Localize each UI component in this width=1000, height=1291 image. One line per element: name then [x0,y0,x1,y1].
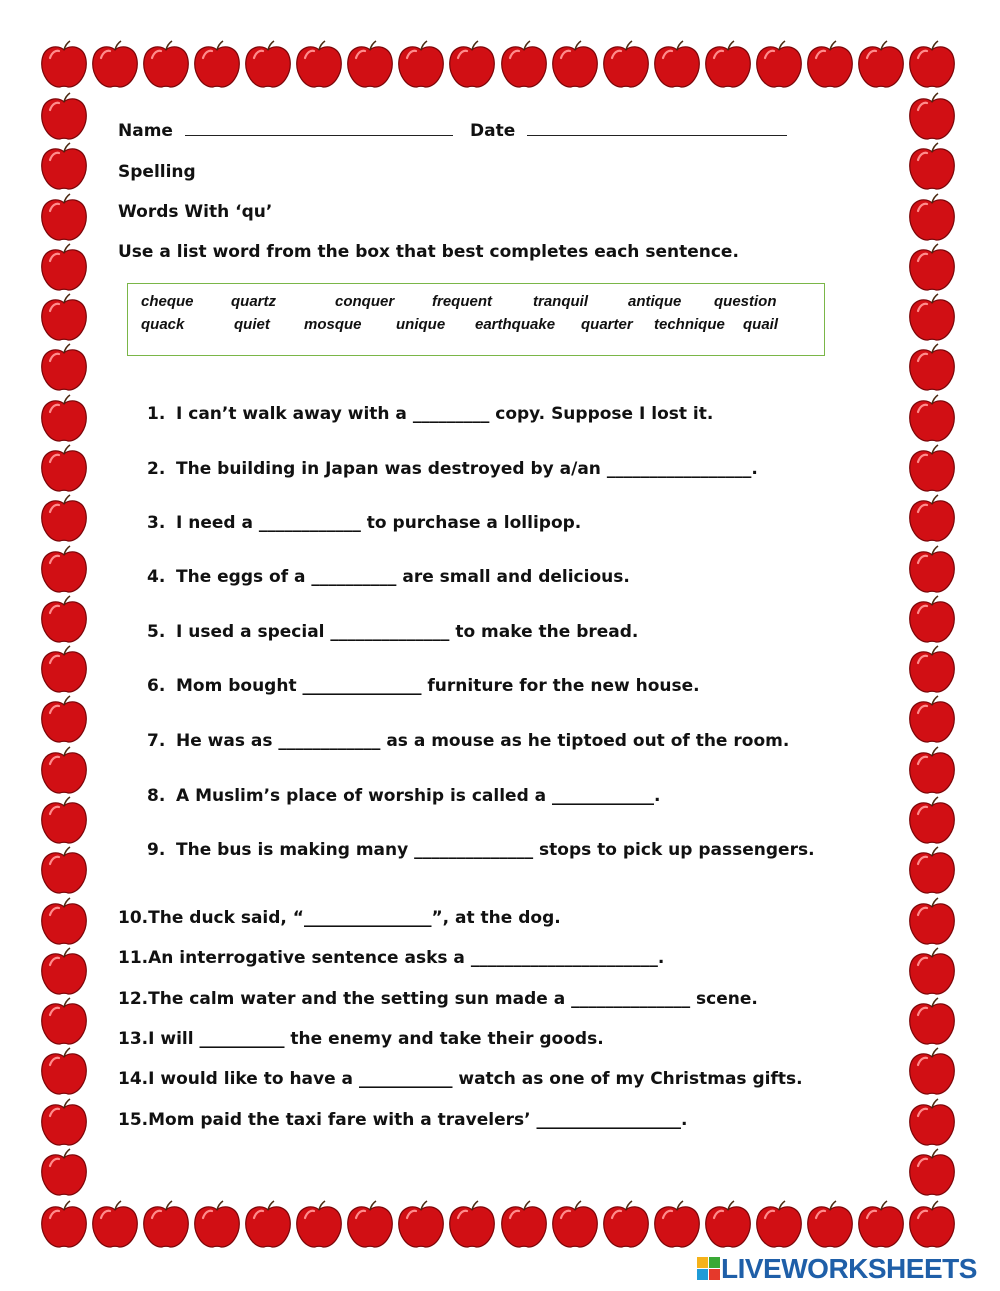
apple-icon [40,796,88,846]
apple-icon [500,1200,548,1250]
apple-icon [397,40,445,90]
apple-icon [40,545,88,595]
apple-icon [244,40,292,90]
apple-icon [908,40,956,90]
apple-icon [40,695,88,745]
apple-icon [704,40,752,90]
apple-icon [40,343,88,393]
question-number: 12. [118,989,149,1009]
apple-icon [908,595,956,645]
topic-heading: Words With ‘qu’ [118,202,273,222]
apple-icon [908,846,956,896]
question-item [118,1029,604,1049]
question-item [118,948,664,968]
apple-icon [908,645,956,695]
apple-icon [40,40,88,90]
apple-icon [806,1200,854,1250]
question-number: 11. [118,948,149,968]
apple-icon [40,746,88,796]
apple-icon [602,40,650,90]
apple-icon [908,746,956,796]
apple-icon [295,1200,343,1250]
instructions: Use a list word from the box that best completes each sentence. [118,242,739,262]
apple-icon [908,92,956,142]
apple-icon [40,846,88,896]
apple-icon [551,40,599,90]
question-number: 13. [118,1029,149,1049]
apple-icon [40,1148,88,1198]
apple-icon [346,40,394,90]
question-text: The bus is making many ______________ stops to pick up passengers. [176,840,815,860]
apple-icon [653,1200,701,1250]
apple-icon [40,1047,88,1097]
word-bank-item: mosque [304,316,362,333]
liveworksheets-logo [697,1253,977,1285]
question-item [147,786,661,806]
apple-icon [91,40,139,90]
question-item [147,567,630,587]
apple-icon [755,40,803,90]
apple-icon [397,1200,445,1250]
question-item [147,731,789,751]
question-number: 15. [118,1110,149,1130]
apple-icon [908,997,956,1047]
question-text: The calm water and the setting sun made a ______________ scene. [148,989,758,1009]
word-bank-item: quail [743,316,779,333]
question-text: I will __________ the enemy and take their goods. [148,1029,604,1049]
word-bank-item: cheque [141,293,194,310]
apple-icon [908,193,956,243]
apple-icon [602,1200,650,1250]
question-number: 14. [118,1069,149,1089]
apple-icon [40,243,88,293]
word-bank-item: quack [141,316,185,333]
question-text: I need a ____________ to purchase a lollipop. [176,513,582,533]
subject-heading: Spelling [118,162,196,182]
question-item [147,404,713,424]
apple-icon [142,1200,190,1250]
apple-icon [91,1200,139,1250]
apple-icon [653,40,701,90]
word-bank-item: quartz [231,293,276,310]
name-row [118,121,453,141]
apple-icon [908,243,956,293]
question-text: The duck said, “_______________”, at the dog. [148,908,561,928]
apple-icon [448,40,496,90]
question-text: The building in Japan was destroyed by a/an _________________. [176,459,758,479]
question-text: I would like to have a ___________ watch as one of my Christmas gifts. [148,1069,803,1089]
question-number: 7. [147,731,166,751]
word-bank-item: earthquake [475,316,556,333]
name-input-line[interactable] [185,121,453,136]
apple-icon [500,40,548,90]
apple-icon [857,1200,905,1250]
apple-icon [908,796,956,846]
name-label: Name [118,121,173,141]
logo-blocks-icon [697,1257,721,1281]
question-number: 5. [147,622,166,642]
apple-icon [40,595,88,645]
apple-icon [40,494,88,544]
word-bank-item: conquer [335,293,395,310]
apple-icon [908,1098,956,1148]
apple-icon [193,1200,241,1250]
question-number: 1. [147,404,166,424]
logo-wordmark: LIVEWORKSHEETS [721,1253,977,1284]
question-item [118,1069,803,1089]
question-item [118,989,758,1009]
apple-icon [40,1200,88,1250]
apple-icon [908,695,956,745]
apple-icon [908,1148,956,1198]
apple-icon [551,1200,599,1250]
word-bank-item: technique [654,316,725,333]
apple-icon [908,947,956,997]
apple-icon [908,1047,956,1097]
question-number: 9. [147,840,166,860]
question-number: 3. [147,513,166,533]
question-text: An interrogative sentence asks a ______________________. [148,948,665,968]
apple-icon [908,494,956,544]
word-bank-item: unique [396,316,446,333]
question-number: 6. [147,676,166,696]
question-number: 2. [147,459,166,479]
apple-icon [295,40,343,90]
question-item [118,908,561,928]
apple-icon [755,1200,803,1250]
apple-icon [142,40,190,90]
date-row [470,121,787,141]
apple-icon [40,997,88,1047]
word-bank-item: frequent [432,293,492,310]
apple-icon [908,142,956,192]
question-number: 8. [147,786,166,806]
apple-icon [857,40,905,90]
apple-icon [346,1200,394,1250]
apple-icon [40,444,88,494]
question-text: I used a special ______________ to make the bread. [176,622,639,642]
question-item [147,840,815,860]
apple-icon [908,444,956,494]
apple-icon [908,1200,956,1250]
apple-icon [908,343,956,393]
word-bank-item: quarter [581,316,633,333]
apple-icon [40,394,88,444]
question-text: A Muslim’s place of worship is called a ____________. [176,786,661,806]
apple-icon [908,394,956,444]
date-label: Date [470,121,516,141]
apple-icon [908,545,956,595]
apple-icon [40,142,88,192]
apple-icon [40,897,88,947]
question-item [118,1110,687,1130]
apple-icon [704,1200,752,1250]
question-text: The eggs of a __________ are small and delicious. [176,567,630,587]
word-bank-item: tranquil [533,293,588,310]
apple-icon [40,193,88,243]
question-text: He was as ____________ as a mouse as he tiptoed out of the room. [176,731,790,751]
apple-icon [40,92,88,142]
question-text: Mom paid the taxi fare with a travelers’ _________________. [148,1110,688,1130]
apple-icon [40,645,88,695]
apple-icon [40,293,88,343]
question-text: Mom bought ______________ furniture for the new house. [176,676,700,696]
word-bank-item: question [714,293,777,310]
question-number: 10. [118,908,149,928]
question-item [147,513,581,533]
word-bank-item: antique [628,293,682,310]
apple-icon [40,947,88,997]
question-item [147,676,700,696]
question-item [147,459,758,479]
date-input-line[interactable] [527,121,787,136]
question-item [147,622,638,642]
apple-icon [908,897,956,947]
question-text: I can’t walk away with a _________ copy. Suppose I lost it. [176,404,714,424]
apple-icon [40,1098,88,1148]
word-bank-item: quiet [234,316,270,333]
apple-icon [193,40,241,90]
question-number: 4. [147,567,166,587]
apple-icon [448,1200,496,1250]
apple-icon [908,293,956,343]
word-bank-box [127,283,825,356]
apple-icon [806,40,854,90]
apple-icon [244,1200,292,1250]
